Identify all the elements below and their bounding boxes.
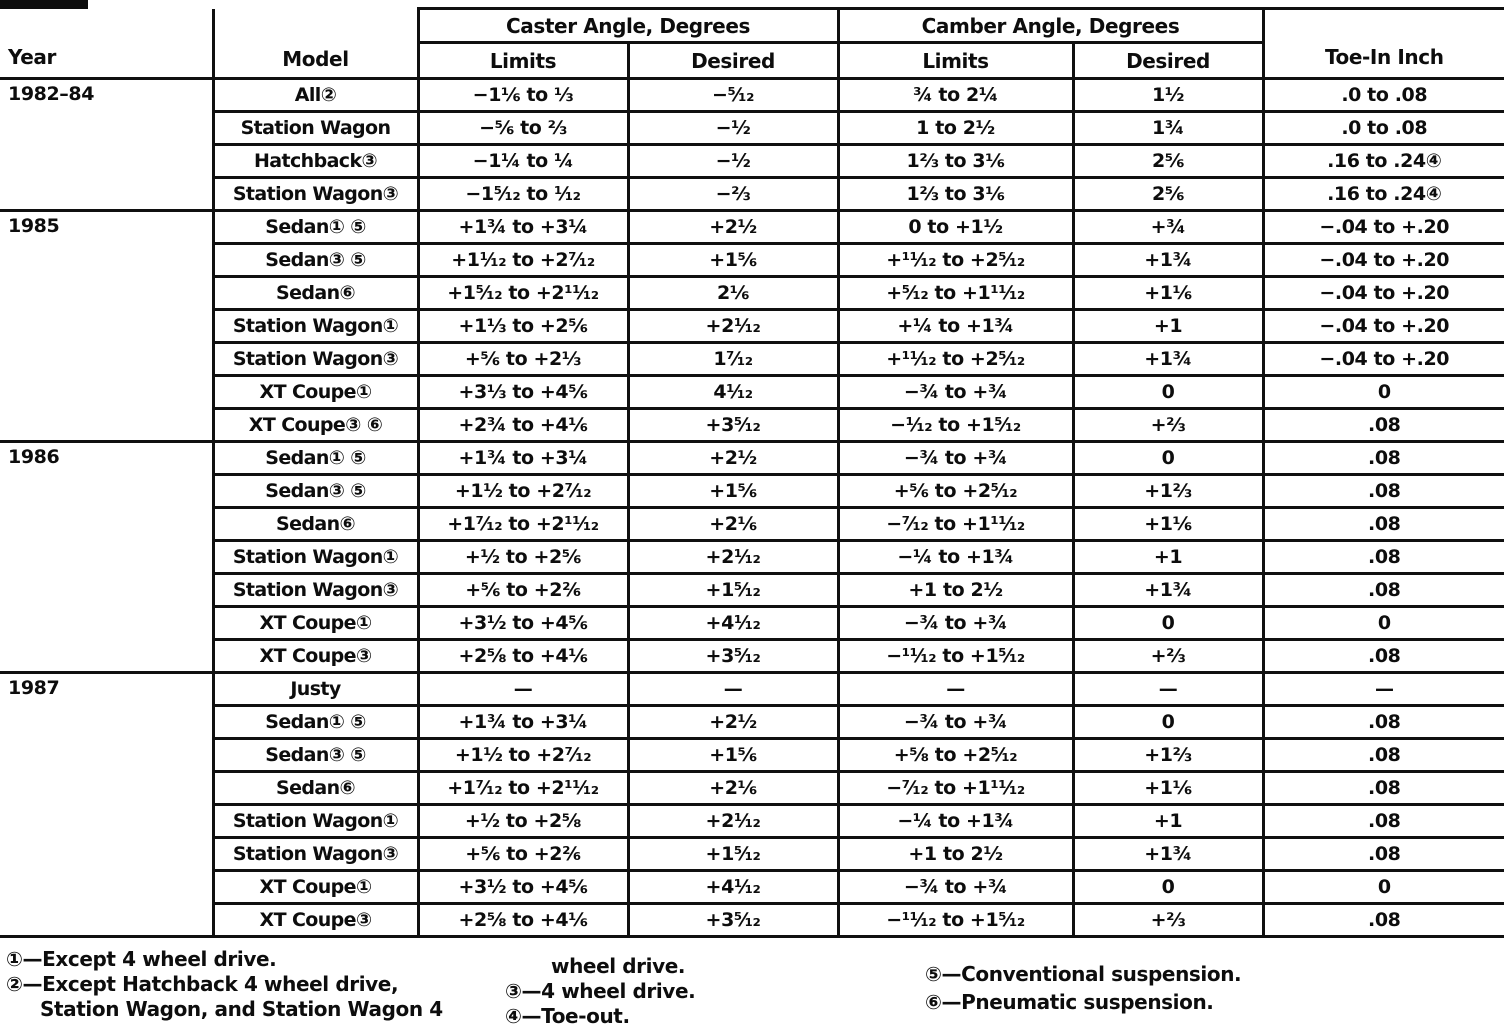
caster-desired-cell: +3⁵⁄₁₂ xyxy=(628,409,838,442)
table-row xyxy=(0,739,1504,772)
camber-limits-cell: −¼ to +1¾ xyxy=(838,805,1073,838)
caster-desired-header: Desired xyxy=(628,43,838,79)
camber-limits-cell: +1 to 2½ xyxy=(838,838,1073,871)
alignment-spec-table xyxy=(0,7,1504,938)
model-cell: Station Wagon xyxy=(213,112,418,145)
caster-limits-cell: +1⁷⁄₁₂ to +2¹¹⁄₁₂ xyxy=(418,772,628,805)
model-header: Model xyxy=(213,9,418,79)
caster-desired-cell: +2½ xyxy=(628,211,838,244)
caster-desired-cell: 2⅙ xyxy=(628,277,838,310)
model-cell: Justy xyxy=(213,673,418,706)
caster-desired-cell: +2½ xyxy=(628,442,838,475)
camber-limits-cell: −¾ to +¾ xyxy=(838,871,1073,904)
caster-desired-cell: +1⅚ xyxy=(628,739,838,772)
model-cell: Station Wagon① xyxy=(213,805,418,838)
camber-desired-cell: +1⅔ xyxy=(1073,739,1263,772)
caster-limits-cell: +1½ to +2⁷⁄₁₂ xyxy=(418,475,628,508)
camber-desired-cell: +⅔ xyxy=(1073,409,1263,442)
camber-limits-cell: +1 to 2½ xyxy=(838,574,1073,607)
caster-limits-cell: +3⅓ to +4⅚ xyxy=(418,376,628,409)
toe-in-cell: .0 to .08 xyxy=(1263,112,1504,145)
model-cell: Sedan⑥ xyxy=(213,508,418,541)
camber-desired-cell: +1¾ xyxy=(1073,838,1263,871)
caster-desired-cell: +2⅙ xyxy=(628,508,838,541)
caster-desired-cell: −½ xyxy=(628,112,838,145)
table-row xyxy=(0,640,1504,673)
camber-limits-cell: −¹¹⁄₁₂ to +1⁵⁄₁₂ xyxy=(838,640,1073,673)
toe-in-cell: .08 xyxy=(1263,574,1504,607)
caster-desired-cell: +2¹⁄₁₂ xyxy=(628,805,838,838)
toe-in-cell: .08 xyxy=(1263,772,1504,805)
table-row xyxy=(0,178,1504,211)
model-cell: XT Coupe① xyxy=(213,376,418,409)
camber-desired-cell: +¾ xyxy=(1073,211,1263,244)
model-cell: Station Wagon① xyxy=(213,310,418,343)
toe-in-cell: .08 xyxy=(1263,508,1504,541)
model-cell: XT Coupe③ ⑥ xyxy=(213,409,418,442)
toe-in-cell: −.04 to +.20 xyxy=(1263,211,1504,244)
caster-limits-cell: +1⁵⁄₁₂ to +2¹¹⁄₁₂ xyxy=(418,277,628,310)
table-row xyxy=(0,805,1504,838)
caster-desired-cell: +3⁵⁄₁₂ xyxy=(628,904,838,937)
footnotes xyxy=(0,944,1504,1026)
footnote-2-line3: wheel drive. xyxy=(551,954,686,978)
model-cell: Station Wagon③ xyxy=(213,343,418,376)
toe-in-cell: .08 xyxy=(1263,409,1504,442)
toe-in-cell: .08 xyxy=(1263,739,1504,772)
caster-desired-cell: +2½ xyxy=(628,706,838,739)
model-cell: Sedan③ ⑤ xyxy=(213,739,418,772)
toe-in-cell: 0 xyxy=(1263,376,1504,409)
camber-limits-cell: +⁵⁄₁₂ to +1¹¹⁄₁₂ xyxy=(838,277,1073,310)
camber-limits-cell: — xyxy=(838,673,1073,706)
camber-limits-cell: −¹⁄₁₂ to +1⁵⁄₁₂ xyxy=(838,409,1073,442)
camber-desired-cell: +1 xyxy=(1073,805,1263,838)
caster-limits-cell: +⅚ to +2⅓ xyxy=(418,343,628,376)
caster-limits-cell: +1¾ to +3¼ xyxy=(418,706,628,739)
camber-limits-cell: −¾ to +¾ xyxy=(838,442,1073,475)
camber-desired-header: Desired xyxy=(1073,43,1263,79)
header-row-groups xyxy=(0,9,1504,43)
model-cell: Sedan③ ⑤ xyxy=(213,475,418,508)
toe-in-cell: .08 xyxy=(1263,805,1504,838)
camber-limits-cell: −¼ to +1¾ xyxy=(838,541,1073,574)
table-row xyxy=(0,409,1504,442)
camber-desired-cell: — xyxy=(1073,673,1263,706)
year-header: Year xyxy=(0,9,213,79)
footnote-column-3 xyxy=(925,960,1241,1016)
camber-limits-cell: +¹¹⁄₁₂ to +2⁵⁄₁₂ xyxy=(838,244,1073,277)
caster-limits-cell: −1¼ to ¼ xyxy=(418,145,628,178)
camber-limits-cell: +⅚ to +2⁵⁄₁₂ xyxy=(838,475,1073,508)
model-cell: Sedan① ⑤ xyxy=(213,211,418,244)
toe-in-cell: 0 xyxy=(1263,607,1504,640)
caster-limits-cell: +1¹⁄₁₂ to +2⁷⁄₁₂ xyxy=(418,244,628,277)
camber-limits-cell: 0 to +1½ xyxy=(838,211,1073,244)
camber-limits-cell: +⅝ to +2⁵⁄₁₂ xyxy=(838,739,1073,772)
table-row xyxy=(0,673,1504,706)
model-cell: Station Wagon③ xyxy=(213,838,418,871)
caster-limits-cell: +1¾ to +3¼ xyxy=(418,442,628,475)
toe-in-cell: — xyxy=(1263,673,1504,706)
spec-table-body xyxy=(0,79,1504,937)
footnote-2-line1: ②—Except Hatchback 4 wheel drive, xyxy=(6,972,399,996)
toe-in-cell: .16 to .24④ xyxy=(1263,178,1504,211)
caster-limits-cell: +2⅝ to +4⅙ xyxy=(418,904,628,937)
model-cell: Station Wagon③ xyxy=(213,178,418,211)
toe-in-cell: .08 xyxy=(1263,640,1504,673)
camber-limits-cell: 1 to 2½ xyxy=(838,112,1073,145)
camber-limits-header: Limits xyxy=(838,43,1073,79)
model-cell: Sedan⑥ xyxy=(213,772,418,805)
caster-limits-cell: −⅚ to ⅔ xyxy=(418,112,628,145)
table-row xyxy=(0,772,1504,805)
caster-limits-header: Limits xyxy=(418,43,628,79)
table-row xyxy=(0,343,1504,376)
camber-desired-cell: +1¾ xyxy=(1073,343,1263,376)
caster-desired-cell: +1⁵⁄₁₂ xyxy=(628,838,838,871)
caster-desired-cell: +4¹⁄₁₂ xyxy=(628,607,838,640)
footnote-3: ③—4 wheel drive. xyxy=(505,979,696,1003)
toe-in-cell: −.04 to +.20 xyxy=(1263,343,1504,376)
footnote-column-2 xyxy=(505,954,695,1029)
year-cell: 1987 xyxy=(0,673,213,937)
table-row xyxy=(0,706,1504,739)
caster-limits-cell: +½ to +2⅚ xyxy=(418,541,628,574)
camber-limits-cell: −¹¹⁄₁₂ to +1⁵⁄₁₂ xyxy=(838,904,1073,937)
caster-angle-header: Caster Angle, Degrees xyxy=(418,9,838,43)
footnote-4: ④—Toe-out. xyxy=(505,1004,630,1028)
caster-desired-cell: +2¹⁄₁₂ xyxy=(628,310,838,343)
model-cell: Sedan③ ⑤ xyxy=(213,244,418,277)
caster-desired-cell: +2⅙ xyxy=(628,772,838,805)
caster-limits-cell: −1⁵⁄₁₂ to ¹⁄₁₂ xyxy=(418,178,628,211)
caster-limits-cell: +2⅝ to +4⅙ xyxy=(418,640,628,673)
toe-in-cell: .0 to .08 xyxy=(1263,79,1504,112)
table-row xyxy=(0,244,1504,277)
caster-desired-cell: +1⅚ xyxy=(628,475,838,508)
model-cell: XT Coupe③ xyxy=(213,640,418,673)
caster-desired-cell: −½ xyxy=(628,145,838,178)
camber-desired-cell: 0 xyxy=(1073,607,1263,640)
caster-limits-cell: — xyxy=(418,673,628,706)
camber-desired-cell: +⅔ xyxy=(1073,904,1263,937)
table-row xyxy=(0,145,1504,178)
camber-limits-cell: −¾ to +¾ xyxy=(838,706,1073,739)
toe-in-cell: −.04 to +.20 xyxy=(1263,310,1504,343)
footnote-1: ①—Except 4 wheel drive. xyxy=(6,947,277,971)
toe-in-cell: .08 xyxy=(1263,541,1504,574)
camber-angle-header: Camber Angle, Degrees xyxy=(838,9,1263,43)
model-cell: All② xyxy=(213,79,418,112)
caster-limits-cell: −1⅙ to ⅓ xyxy=(418,79,628,112)
table-row xyxy=(0,112,1504,145)
table-row xyxy=(0,475,1504,508)
caster-limits-cell: +1¾ to +3¼ xyxy=(418,211,628,244)
camber-desired-cell: 2⅚ xyxy=(1073,145,1263,178)
caster-desired-cell: +1⅚ xyxy=(628,244,838,277)
camber-desired-cell: +⅔ xyxy=(1073,640,1263,673)
table-row xyxy=(0,508,1504,541)
camber-limits-cell: −⁷⁄₁₂ to +1¹¹⁄₁₂ xyxy=(838,508,1073,541)
toe-in-cell: 0 xyxy=(1263,871,1504,904)
model-cell: Station Wagon③ xyxy=(213,574,418,607)
model-cell: Hatchback③ xyxy=(213,145,418,178)
caster-limits-cell: +⅚ to +2²⁄₆ xyxy=(418,838,628,871)
caster-desired-cell: +2¹⁄₁₂ xyxy=(628,541,838,574)
table-row xyxy=(0,211,1504,244)
caster-desired-cell: −⅔ xyxy=(628,178,838,211)
camber-desired-cell: +1 xyxy=(1073,310,1263,343)
year-cell: 1986 xyxy=(0,442,213,673)
toe-in-cell: .08 xyxy=(1263,706,1504,739)
caster-limits-cell: +1⁷⁄₁₂ to +2¹¹⁄₁₂ xyxy=(418,508,628,541)
footnote-column-1 xyxy=(6,947,443,1022)
toe-in-cell: .16 to .24④ xyxy=(1263,145,1504,178)
camber-limits-cell: ¾ to 2¼ xyxy=(838,79,1073,112)
model-cell: Sedan① ⑤ xyxy=(213,442,418,475)
caster-limits-cell: +⅚ to +2²⁄₆ xyxy=(418,574,628,607)
toe-in-cell: −.04 to +.20 xyxy=(1263,244,1504,277)
toe-in-header: Toe-In Inch xyxy=(1263,9,1504,79)
camber-limits-cell: −¾ to +¾ xyxy=(838,376,1073,409)
toe-in-cell: .08 xyxy=(1263,475,1504,508)
camber-desired-cell: 1¾ xyxy=(1073,112,1263,145)
table-row xyxy=(0,871,1504,904)
caster-desired-cell: — xyxy=(628,673,838,706)
camber-limits-cell: −¾ to +¾ xyxy=(838,607,1073,640)
camber-desired-cell: 2⅚ xyxy=(1073,178,1263,211)
model-cell: XT Coupe③ xyxy=(213,904,418,937)
table-row xyxy=(0,574,1504,607)
model-cell: XT Coupe① xyxy=(213,607,418,640)
camber-limits-cell: 1⅔ to 3⅙ xyxy=(838,178,1073,211)
caster-desired-cell: −⁵⁄₁₂ xyxy=(628,79,838,112)
table-row xyxy=(0,607,1504,640)
table-row xyxy=(0,838,1504,871)
camber-limits-cell: +¹¹⁄₁₂ to +2⁵⁄₁₂ xyxy=(838,343,1073,376)
footnote-5: ⑤—Conventional suspension. xyxy=(925,962,1242,986)
toe-in-cell: .08 xyxy=(1263,838,1504,871)
caster-limits-cell: +½ to +2⅝ xyxy=(418,805,628,838)
alignment-spec-table-wrap xyxy=(0,7,1504,938)
model-cell: Sedan⑥ xyxy=(213,277,418,310)
model-cell: Station Wagon① xyxy=(213,541,418,574)
caster-desired-cell: +4¹⁄₁₂ xyxy=(628,871,838,904)
camber-desired-cell: +1⅙ xyxy=(1073,508,1263,541)
model-cell: XT Coupe① xyxy=(213,871,418,904)
camber-limits-cell: −⁷⁄₁₂ to +1¹¹⁄₁₂ xyxy=(838,772,1073,805)
caster-limits-cell: +2¾ to +4⅙ xyxy=(418,409,628,442)
caster-limits-cell: +1⅓ to +2⅚ xyxy=(418,310,628,343)
toe-in-cell: .08 xyxy=(1263,442,1504,475)
table-row xyxy=(0,541,1504,574)
caster-limits-cell: +1½ to +2⁷⁄₁₂ xyxy=(418,739,628,772)
toe-in-cell: −.04 to +.20 xyxy=(1263,277,1504,310)
caster-desired-cell: +1⁵⁄₁₂ xyxy=(628,574,838,607)
camber-desired-cell: +1⅙ xyxy=(1073,772,1263,805)
camber-desired-cell: +1 xyxy=(1073,541,1263,574)
camber-desired-cell: 1½ xyxy=(1073,79,1263,112)
camber-desired-cell: 0 xyxy=(1073,871,1263,904)
camber-desired-cell: 0 xyxy=(1073,442,1263,475)
camber-desired-cell: +1¾ xyxy=(1073,244,1263,277)
table-row xyxy=(0,376,1504,409)
camber-desired-cell: +1¾ xyxy=(1073,574,1263,607)
year-cell: 1985 xyxy=(0,211,213,442)
table-row xyxy=(0,442,1504,475)
camber-desired-cell: 0 xyxy=(1073,376,1263,409)
toe-in-cell: .08 xyxy=(1263,904,1504,937)
year-cell: 1982–84 xyxy=(0,79,213,211)
caster-limits-cell: +3½ to +4⅚ xyxy=(418,607,628,640)
caster-desired-cell: 1⁷⁄₁₂ xyxy=(628,343,838,376)
camber-desired-cell: +1⅙ xyxy=(1073,277,1263,310)
caster-desired-cell: 4¹⁄₁₂ xyxy=(628,376,838,409)
table-row xyxy=(0,79,1504,112)
footnote-6: ⑥—Pneumatic suspension. xyxy=(925,990,1214,1014)
camber-limits-cell: 1⅔ to 3⅙ xyxy=(838,145,1073,178)
model-cell: Sedan① ⑤ xyxy=(213,706,418,739)
caster-desired-cell: +3⁵⁄₁₂ xyxy=(628,640,838,673)
table-row xyxy=(0,904,1504,937)
camber-desired-cell: 0 xyxy=(1073,706,1263,739)
camber-desired-cell: +1⅔ xyxy=(1073,475,1263,508)
table-row xyxy=(0,310,1504,343)
footnote-2-line2: Station Wagon, and Station Wagon 4 xyxy=(40,997,443,1021)
camber-limits-cell: +¼ to +1¾ xyxy=(838,310,1073,343)
table-row xyxy=(0,277,1504,310)
caster-limits-cell: +3½ to +4⅚ xyxy=(418,871,628,904)
